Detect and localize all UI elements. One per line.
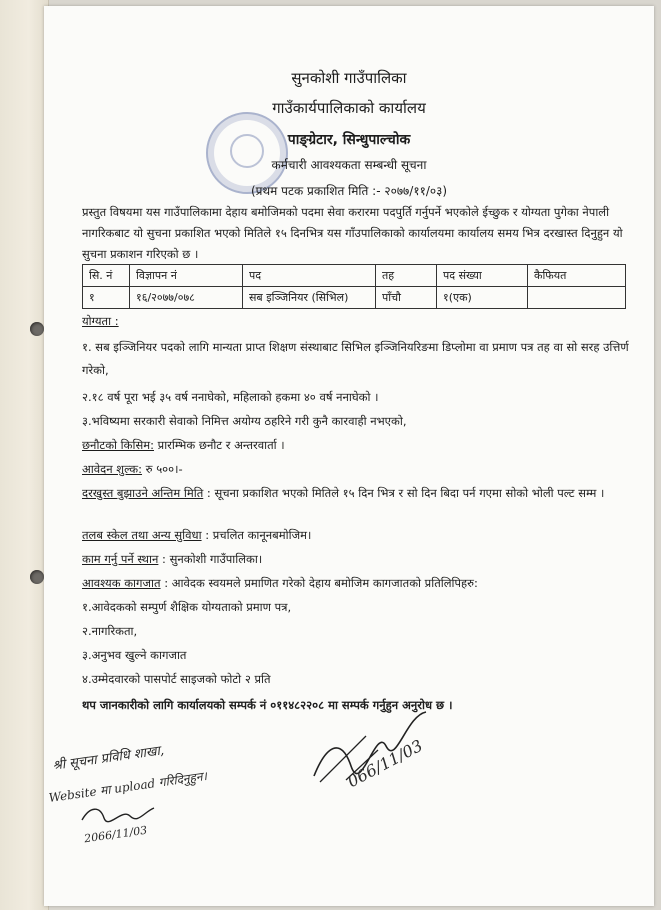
application-fee	[82, 462, 642, 477]
document-item-2: २.नागरिकता,	[82, 624, 138, 638]
punch-hole-bottom	[30, 570, 44, 584]
vacancy-table	[82, 264, 626, 309]
contact-line: थप जानकारीको लागि कार्यालयको सम्पर्क नं ०११४८२२०८ मा सम्पर्क गर्नुहुन अनुरोध छ ।	[82, 698, 453, 712]
publish-date: (प्रथम पटक प्रकाशित मिति :- २०७७/११/०३)	[250, 184, 448, 198]
salary-value: : प्रचलित कानूनबमोजिम।	[201, 528, 312, 542]
cell-post: सब इञ्जिनियर (सिभिल)	[243, 287, 376, 309]
required-documents	[82, 576, 642, 591]
handwritten-note-line-2: Website मा upload गरिदिनुहुन।	[47, 768, 208, 806]
documents-value: : आवेदक स्वयमले प्रमाणित गरेको देहाय बमोजिम कागजातको प्रतिलिपिहरु:	[160, 576, 478, 590]
deadline-label: दरखुस्त बुझाउने अन्तिम मिति	[82, 486, 204, 500]
qualification-item-1: १. सब इञ्जिनियर पदको लागि मान्यता प्राप्त शिक्षण संस्थाबाट सिभिल इञ्जिनियरिङमा डिप्लोमा वा प्रमाण पत्र तह वा सो सरह उत्तिर्ण गरेको,	[82, 340, 629, 377]
header-level: तह	[376, 265, 437, 287]
workplace-value: : सुनकोशी गाउँपालिका।	[158, 552, 263, 566]
documents-label: आवश्यक कागजात	[82, 576, 161, 590]
document-item-4: ४.उम्मेदवारको पासपोर्ट साइजको फोटो २ प्रति	[82, 672, 271, 686]
intro-paragraph: प्रस्तुत विषयमा यस गाउँपालिकामा देहाय बमोजिमको पदमा सेवा करारमा पदपुर्ति गर्नुपर्ने भएकोले ईच्छुक र योग्यता पुगेका नेपाली नागरिकबाट यो सुचना प्रकाशित भएको मितिले १५ दिनभित्र यस गाँउपालिकाको कार्यालयमा कार्यालय समय भित्र दरखास्त दिनुहुन यो सुचना प्रकाशन गरिएको छ ।	[82, 205, 623, 261]
document-item-3: ३.अनुभव खुल्ने कागजात	[82, 648, 187, 662]
workplace-label: काम गर्नु पर्ने स्थान	[82, 552, 159, 566]
qualification-item-2: २.१८ वर्ष पूरा भई ३५ वर्ष ननाघेको, महिलाको हकमा ४० वर्ष ननाघेको ।	[82, 390, 379, 404]
fee-value: रु ५००।-	[142, 462, 183, 476]
header-ad-number: विज्ञापन नं	[130, 265, 243, 287]
municipality-name: सुनकोशी गाउँपालिका	[291, 69, 407, 87]
deadline	[82, 482, 642, 505]
selection-label: छनौटको किसिम:	[82, 438, 154, 452]
handwritten-sign-date: 066/11/03	[344, 735, 426, 792]
salary-scale	[82, 528, 642, 543]
office-name: गाउँकार्यपालिकाको कार्यालय	[272, 99, 426, 117]
deadline-value: : सूचना प्रकाशित भएको मितिले १५ दिन भित्र र सो दिन बिदा पर्न गएमा सोको भोली पल्ट सम्म ।	[203, 486, 605, 500]
work-location	[82, 552, 642, 567]
office-address: पाङ्ग्रेटार, सिन्धुपाल्चोक	[287, 132, 411, 148]
header-post-count: पद संख्या	[437, 265, 528, 287]
cell-post-count: १(एक)	[437, 287, 528, 309]
table-header-row	[83, 265, 626, 287]
header-post: पद	[243, 265, 376, 287]
cell-level: पाँचौ	[376, 287, 437, 309]
salary-label: तलब स्केल तथा अन्य सुविधा	[82, 528, 202, 542]
header-serial: सि. नं	[83, 265, 130, 287]
cell-remarks	[528, 287, 626, 309]
selection-value: प्रारम्भिक छनौट र अन्तरवार्ता ।	[154, 438, 285, 452]
qualification-title: योग्यता :	[82, 314, 119, 328]
handwritten-note-date: 2066/11/03	[83, 823, 149, 846]
paper-edge	[0, 0, 49, 910]
handwritten-note-line-1: श्री सूचना प्रविधि शाखा,	[51, 743, 166, 774]
qualification-item-3: ३.भविष्यमा सरकारी सेवाको निमित्त अयोग्य ठहरिने गरी कुनै कारवाही नभएको,	[82, 414, 407, 428]
cell-serial: १	[83, 287, 130, 309]
document-item-1: १.आवेदकको सम्पुर्ण शैक्षिक योग्यताको प्रमाण पत्र,	[82, 600, 292, 614]
fee-label: आवेदन शुल्क:	[82, 462, 143, 476]
header-remarks: कैफियत	[528, 265, 626, 287]
table-row	[83, 287, 626, 309]
notice-page	[44, 6, 654, 906]
notice-subject: कर्मचारी आवश्यकता सम्बन्धी सूचना	[271, 158, 427, 172]
selection-method	[82, 438, 642, 453]
punch-hole-top	[30, 322, 44, 336]
cell-ad-number: १६/२०७७/०७८	[130, 287, 243, 309]
